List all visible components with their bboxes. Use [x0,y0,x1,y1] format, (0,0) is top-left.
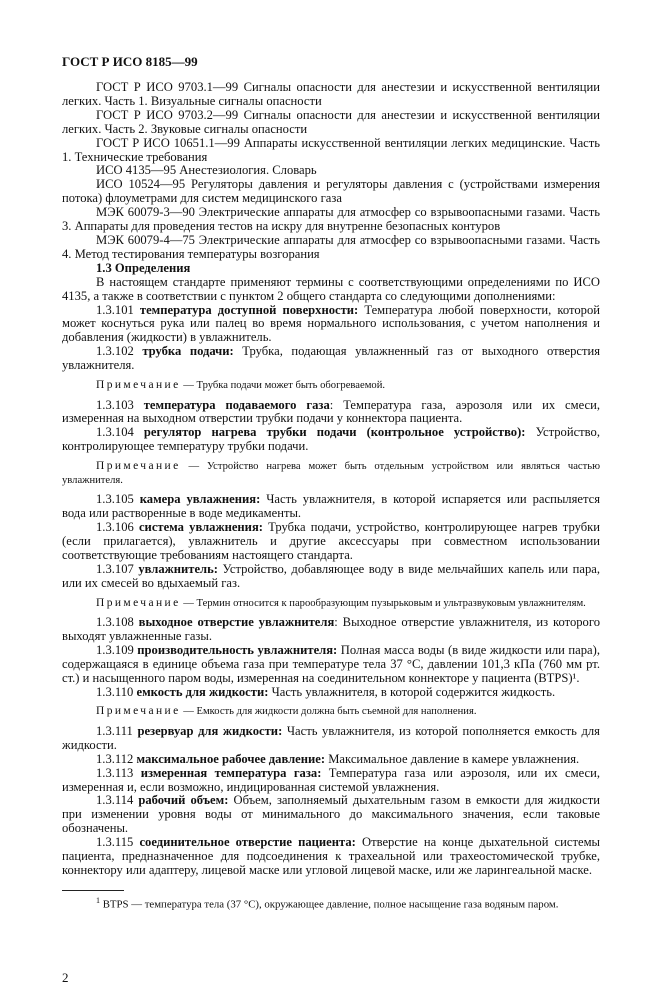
definition-text: Температура газа или аэрозоля, или их смеси, измеренная и, если возможно, индицированная системой увлажнения. [62,765,600,794]
note-text: — Емкость для жидкости должна быть съемной для наполнения. [183,706,477,718]
note [62,379,600,393]
definition-text: Трубка подачи, устройство, контролирующее нагрев трубки (если прилагается), увлажнитель и другие аксессуары при совместном использовании соответствующие требованиям настоящего стандарта. [62,519,600,562]
definition [62,521,600,563]
definition-number: 1.3.109 [96,642,134,657]
page-number: 2 [62,969,69,985]
definition [62,686,600,700]
definition-number: 1.3.107 [96,561,134,576]
definition-term: камера увлажнения: [139,492,261,507]
definition-text: Трубка, подающая увлажненный газ от выходного отверстия увлажнителя. [62,344,601,373]
definition-number: 1.3.114 [96,793,134,808]
definition-text: Отверстие на конце дыхательной системы пациента, предназначенное для подсоединения к трахеальной или трахеостомической трубке, коннектору или адаптеру, лицевой маске или угловой лицевой маске, или же ларингеальной маске. [62,835,601,877]
definition-text: Часть увлажнителя, в которой испаряется или распыляется вода или растворенные в воде медикаменты. [62,492,600,521]
paragraph: ГОСТ Р ИСО 10651.1—99 Аппараты искусственной вентиляции легких медицинские. Часть 1. Технические требования [62,135,600,164]
definition-text: Часть увлажнителя, из которой пополняется емкость для жидкости. [62,723,600,752]
definition-number: 1.3.111 [96,723,133,738]
definition-text: Полная масса воды (в виде жидкости или пара), содержащаяся в единице объема газа при температуре тела 37 °С, давлении 101,3 кПа (760 мм рт. ст.) и насыщенного паром воды, измеренная на соединительном коннекторе у пациента (BTPS)¹. [62,642,600,685]
paragraph: ГОСТ Р ИСО 9703.1—99 Сигналы опасности для анестезии и искусственной вентиляции легких. Часть 1. Визуальные сигналы опасности [62,80,600,108]
note-label: Примечание [96,460,181,473]
paragraph: МЭК 60079-3—90 Электрические аппараты для атмосфер со взрывоопасными газами. Часть 3. Аппараты для проведения тестов на искру для внутренне безопасных контуров [62,205,600,234]
definition-term: максимальное рабочее давление: [136,751,326,766]
definition-number: 1.3.102 [96,344,134,359]
definition-text: Устройство, добавляющее воду в виде мельчайших капель или пара, или их смесей во вдыхаемый газ. [62,561,601,590]
definition-term: система увлажнения: [138,519,263,534]
definition-number: 1.3.104 [96,425,134,440]
definition-number: 1.3.108 [96,615,134,629]
definition [62,345,600,373]
definition [62,616,600,644]
paragraph: ГОСТ Р ИСО 9703.2—99 Сигналы опасности для анестезии и искусственной вентиляции легких. Часть 2. Звуковые сигналы опасности [62,107,600,136]
definition [62,725,600,753]
document-body [62,81,600,878]
section-heading: 1.3 Определения [96,260,191,275]
note-label: Примечание [96,705,181,718]
definition [62,493,600,521]
definition-number: 1.3.110 [96,684,134,699]
definition-text: Часть увлажнителя, в которой содержится жидкость. [271,684,556,699]
document-header: ГОСТ Р ИСО 8185—99 [62,54,198,69]
definition-number: 1.3.101 [96,302,134,317]
footnote-divider [62,890,124,891]
definition [62,644,600,686]
note-label: Примечание [96,596,181,609]
note-text: — Термин относится к парообразующим пузырьковым и ультразвуковым увлажнителям. [183,597,586,609]
definition-term: температура доступной поверхности: [139,302,359,317]
definition-number: 1.3.105 [96,492,134,507]
note-label: Примечание [96,379,181,392]
definition-number: 1.3.113 [96,765,134,780]
definition-text: : Температура газа, аэрозоля или их смеси, измеренная на выходном отверстии трубки подачи у коннектора пациента. [62,397,600,426]
definition-number: 1.3.103 [96,397,134,412]
definition [62,836,600,878]
note [62,597,600,611]
definition-number: 1.3.112 [96,751,134,766]
paragraph: МЭК 60079-4—75 Электрические аппараты для атмосфер со взрывоопасными газами. Часть 4. Метод тестирования температуры возгорания [62,232,600,261]
note-text: — Устройство нагрева может быть отдельным устройством или являться частью увлажнителя. [62,461,600,486]
definition-term: температура подаваемого газа [143,397,330,412]
definition-term: регулятор нагрева трубки подачи (контрольное устройство): [143,425,526,440]
definition-text: Устройство, контролирующее температуру трубки подачи. [62,425,600,454]
definition-term: емкость для жидкости: [136,684,269,699]
definition-text: Объем, заполняемый дыхательным газом в емкости для жидкости при изменении уровня воды от минимального до максимального значения, если таковые обозначены. [62,793,600,836]
definition-text: : Выходное отверстие увлажнителя, из которого выходят увлажненные газы. [62,615,600,643]
note [62,460,600,487]
definition-term: соединительное отверстие пациента: [139,835,356,850]
definition-term: резервуар для жидкости: [137,723,283,738]
note-text: — Трубка подачи может быть обогреваемой. [183,380,386,392]
footnote-text: BTPS — температура тела (37 °С), окружающее давление, полное насыщение газа водяным паром. [102,898,559,911]
definition-term: рабочий объем: [138,793,229,808]
definition [62,753,600,767]
paragraph: ИСО 4135—95 Анестезиология. Словарь [96,163,317,178]
definition [62,767,600,795]
note [62,705,600,719]
definition-number: 1.3.106 [96,519,134,534]
definition [62,563,600,591]
footnote [62,894,600,912]
definition [62,399,600,427]
definition-term: измеренная температура газа: [140,765,322,780]
paragraph: ИСО 10524—95 Регуляторы давления и регуляторы давления с (устройствами измерения потока) флоуметрами для систем медицинского газа [62,177,600,206]
definition [62,304,600,346]
definition-text: Температура любой поверхности, которой может коснуться рука или палец во время нормального использования, с учетом наполнения и добавления (жидкости) в увлажнитель. [62,302,600,345]
definition-text: Максимальное давление в камере увлажнения. [328,751,580,766]
definition [62,794,600,836]
paragraph: В настоящем стандарте применяют термины с соответствующими определениями по ИСО 4135, а также в соответствии с пунктом 2 общего стандарта со следующими дополнениями: [62,274,600,303]
definition-term: производительность увлажнителя: [137,642,338,657]
footnote-mark: 1 [96,895,100,905]
definition [62,426,600,454]
definition-term: увлажнитель: [138,561,218,576]
definition-number: 1.3.115 [96,835,134,850]
definition-term: выходное отверстие увлажнителя [138,615,335,629]
definition-term: трубка подачи: [142,344,234,359]
